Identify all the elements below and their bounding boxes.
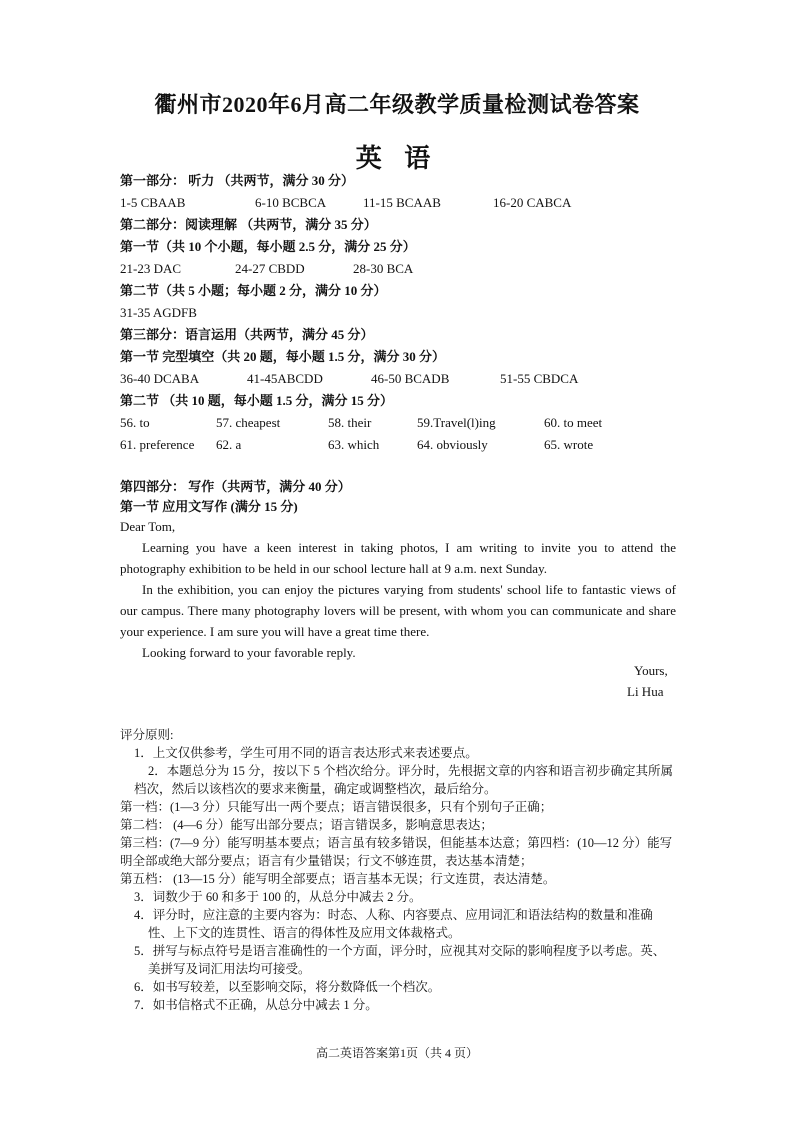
criteria-item: 1．上文仅供参考，学生可用不同的语言表达形式来表述要点。	[134, 746, 478, 760]
part3-section1-answers	[120, 368, 680, 390]
part3-section2-heading: 第二节 （共 10 题，每小题 1.5 分，满分 15 分）	[120, 393, 394, 408]
part3-section2-row2	[120, 434, 680, 456]
answer-item: 64. obviously	[417, 437, 488, 452]
letter-greeting: Dear Tom,	[120, 519, 176, 534]
sample-letter	[120, 516, 676, 663]
subject-title: 英 语	[355, 144, 439, 173]
letter-paragraph: In the exhibition, you can enjoy the pictures varying from students' school life to fantastic views of our campus. There many photography lovers will be present, with whom you can communicate and share your experience. I am sure you will have a great time there.	[120, 582, 676, 639]
answer-group: 16-20 CABCA	[493, 195, 572, 210]
part2-section2-heading: 第二节（共 5 小题；每小题 2 分，满分 10 分）	[120, 283, 387, 298]
answer-item: 65. wrote	[544, 437, 594, 452]
letter-paragraph: Looking forward to your favorable reply.	[142, 645, 356, 660]
answer-item: 61. preference	[120, 437, 195, 452]
part4-section1-heading: 第一节 应用文写作 (满分 15 分)	[120, 499, 298, 514]
page-footer: 高二英语答案第1页（共 4 页）	[315, 1046, 478, 1060]
answer-group: 11-15 BCAAB	[363, 195, 441, 210]
criteria-item: 2．本题总分为 15 分，按以下 5 个档次给分。评分时，先根据文章的内容和语言初步确定其所属档次，然后以该档次的要求来衡量，确定或调整档次，最后给分。	[134, 764, 674, 796]
writing-section	[120, 476, 680, 518]
answer-item: 59.Travel(l)ing	[417, 415, 496, 430]
answer-group: 41-45ABCDD	[247, 371, 323, 386]
answer-item: 57. cheapest	[216, 415, 281, 430]
part3-heading: 第三部分：语言运用（共两节，满分 45 分）	[120, 327, 374, 342]
answer-group: 51-55 CBDCA	[500, 371, 579, 386]
answers-section	[120, 170, 680, 456]
answer-group: 1-5 CBAAB	[120, 195, 186, 210]
criteria-item: 4．评分时，应注意的主要内容为：时态、人称、内容要点、应用词汇和语法结构的数量和准确性、上下文的连贯性、语言的得体性及应用文体裁格式。	[134, 908, 653, 940]
criteria-item: 第一档：(1—3 分）只能写出一两个要点；语言错误很多，只有个别句子正确；	[120, 800, 553, 814]
answer-group: 46-50 BCADB	[371, 371, 450, 386]
part2-section1-heading: 第一节（共 10 个小题，每小题 2.5 分，满分 25 分）	[120, 239, 416, 254]
part2-section2-answers	[120, 302, 680, 324]
criteria-item: 5．拼写与标点符号是语言准确性的一个方面，评分时，应视其对交际的影响程度予以考虑。英、美拼写及词汇用法均可接受。	[134, 944, 666, 976]
criteria-item: 第三档：(7—9 分）能写明基本要点；语言虽有较多错误，但能基本达意；第四档：(10—12 分）能写明全部或绝大部分要点；语言有少量错误；行文不够连贯，表达基本清楚；	[120, 836, 673, 868]
part3-section2-row1	[120, 412, 680, 434]
answer-item: 62. a	[216, 437, 242, 452]
criteria-item: 6．如书写较差，以至影响交际，将分数降低一个档次。	[134, 980, 441, 994]
answer-group: 24-27 CBDD	[235, 261, 305, 276]
letter-signature: Li Hua	[627, 684, 664, 699]
answer-group: 21-23 DAC	[120, 261, 182, 276]
criteria-item: 3．词数少于 60 和多于 100 的，从总分中减去 2 分。	[134, 890, 422, 904]
criteria-item: 第五档： (13—15 分）能写明全部要点；语言基本无误；行文连贯，表达清楚。	[120, 872, 556, 886]
document-title: 衢州市2020年6月高二年级教学质量检测试卷答案	[154, 92, 640, 117]
criteria-item: 第二档： (4—6 分）能写出部分要点；语言错误多，影响意思表达；	[120, 818, 493, 832]
part1-answers	[120, 192, 680, 214]
letter-paragraph: Learning you have a keen interest in taking photos, I am writing to invite you to attend the photography exhibition to be held in our school lecture hall at 9 a.m. next Sunday.	[120, 540, 676, 576]
answer-group: 36-40 DCABA	[120, 371, 200, 386]
part1-heading: 第一部分： 听力 （共两节，满分 30 分）	[120, 173, 355, 188]
criteria-heading: 评分原则:	[120, 728, 174, 742]
part3-section1-heading: 第一节 完型填空（共 20 题，每小题 1.5 分，满分 30 分）	[120, 349, 446, 364]
scoring-criteria	[120, 726, 676, 1014]
answer-group: 6-10 BCBCA	[255, 195, 327, 210]
part2-heading: 第二部分：阅读理解 （共两节，满分 35 分）	[120, 217, 377, 232]
answer-item: 56. to	[120, 415, 150, 430]
answer-group: 31-35 AGDFB	[120, 305, 197, 320]
answer-group: 28-30 BCA	[353, 261, 414, 276]
answer-item: 60. to meet	[544, 415, 603, 430]
criteria-item: 7．如书信格式不正确，从总分中减去 1 分。	[134, 998, 378, 1012]
answer-item: 58. their	[328, 415, 372, 430]
letter-closing: Yours,	[634, 663, 668, 678]
part2-section1-answers	[120, 258, 680, 280]
answer-item: 63. which	[328, 437, 380, 452]
part4-heading: 第四部分： 写作（共两节，满分 40 分）	[120, 479, 351, 494]
